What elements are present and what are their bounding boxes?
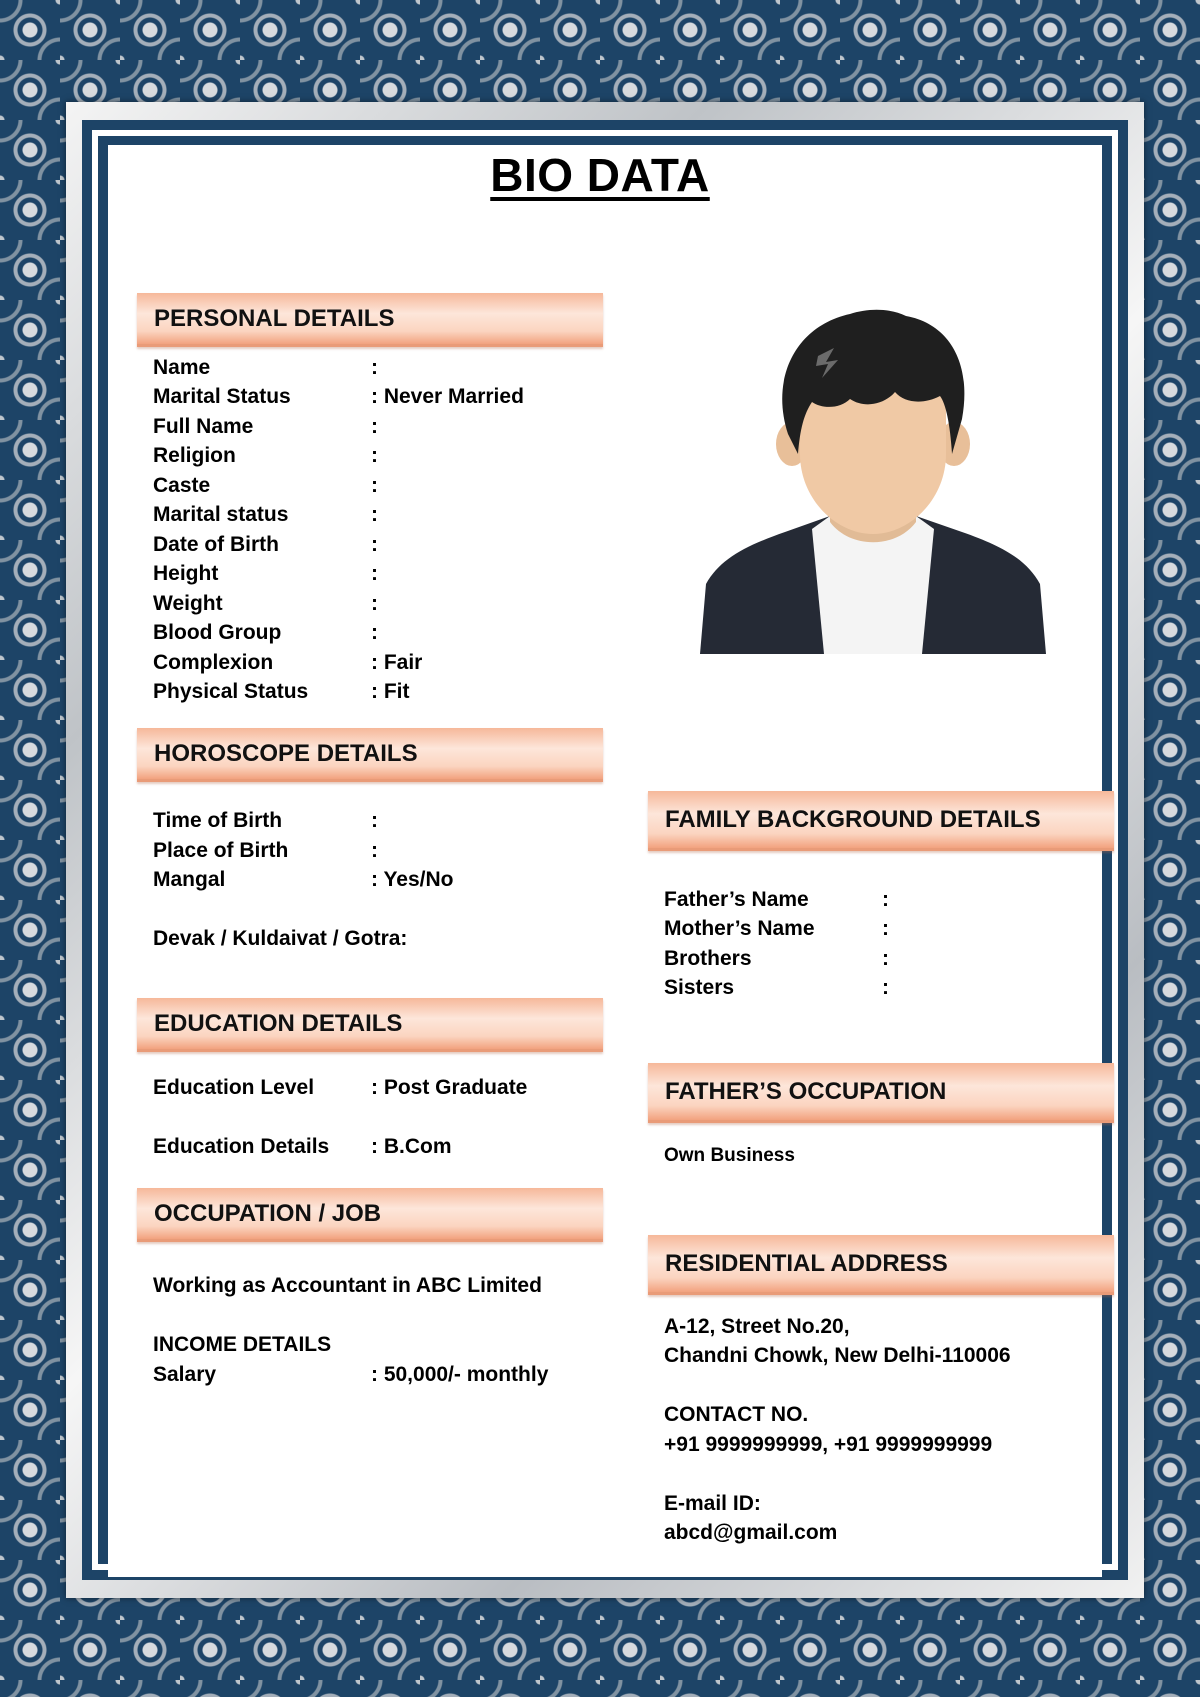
row-label: Education Details xyxy=(153,1135,330,1158)
income-details-heading: INCOME DETAILS xyxy=(153,1333,332,1356)
row-label: Mangal xyxy=(153,868,226,891)
row-value: : xyxy=(371,533,378,556)
personal-details-header: PERSONAL DETAILS xyxy=(137,293,603,347)
family-background-header: FAMILY BACKGROUND DETAILS xyxy=(648,791,1114,851)
row-value: : Never Married xyxy=(371,385,524,408)
row-label: Height xyxy=(153,562,219,585)
row-value: : xyxy=(371,474,378,497)
row-value: : Yes/No xyxy=(371,868,454,891)
row-label: Blood Group xyxy=(153,621,282,644)
row-value: : xyxy=(882,917,889,940)
row-value: : xyxy=(882,947,889,970)
row-value: : xyxy=(371,562,378,585)
row-label: Father’s Name xyxy=(664,888,809,911)
row-value: : Post Graduate xyxy=(371,1076,528,1099)
father-occupation-header: FATHER’S OCCUPATION xyxy=(648,1063,1114,1123)
father-occupation-text: Own Business xyxy=(664,1145,795,1166)
row-label: Name xyxy=(153,356,211,379)
row-label: Religion xyxy=(153,444,236,467)
row-value: : Fit xyxy=(371,680,410,703)
residential-address-header: RESIDENTIAL ADDRESS xyxy=(648,1235,1114,1295)
page-title: BIO DATA xyxy=(490,149,710,201)
contact-heading: CONTACT NO. xyxy=(664,1403,809,1426)
row-label: Complexion xyxy=(153,651,274,674)
row-label: Weight xyxy=(153,592,223,615)
row-value: : xyxy=(371,839,378,862)
row-label: Full Name xyxy=(153,415,254,438)
row-label: Time of Birth xyxy=(153,809,283,832)
row-label: Brothers xyxy=(664,947,752,970)
row-label: Marital status xyxy=(153,503,289,526)
row-label: Physical Status xyxy=(153,680,309,703)
horoscope-details-header: HOROSCOPE DETAILS xyxy=(137,728,603,782)
row-label: Caste xyxy=(153,474,211,497)
row-value: : xyxy=(371,809,378,832)
salary-value: : 50,000/- monthly xyxy=(371,1363,549,1386)
email-address: abcd@gmail.com xyxy=(664,1521,838,1544)
row-label: Place of Birth xyxy=(153,839,289,862)
profile-avatar-icon xyxy=(700,304,1046,654)
address-line-1: A-12, Street No.20, xyxy=(664,1315,850,1338)
job-description: Working as Accountant in ABC Limited xyxy=(153,1274,542,1297)
contact-numbers: +91 9999999999, +91 9999999999 xyxy=(664,1433,993,1456)
row-value: : xyxy=(371,621,378,644)
gotra-label: Devak / Kuldaivat / Gotra: xyxy=(153,927,408,950)
row-value: : xyxy=(882,976,889,999)
occupation-job-header: OCCUPATION / JOB xyxy=(137,1188,603,1242)
row-value: : xyxy=(371,356,378,379)
row-value: : B.Com xyxy=(371,1135,452,1158)
row-value: : xyxy=(371,444,378,467)
email-heading: E-mail ID: xyxy=(664,1492,761,1515)
row-label: Sisters xyxy=(664,976,735,999)
row-value: : xyxy=(882,888,889,911)
row-label: Marital Status xyxy=(153,385,291,408)
row-value: : xyxy=(371,415,378,438)
salary-label: Salary xyxy=(153,1363,217,1386)
row-value: : xyxy=(371,503,378,526)
education-details-header: EDUCATION DETAILS xyxy=(137,998,603,1052)
address-line-2: Chandni Chowk, New Delhi-110006 xyxy=(664,1344,1011,1367)
row-label: Date of Birth xyxy=(153,533,279,556)
row-label: Mother’s Name xyxy=(664,917,815,940)
row-label: Education Level xyxy=(153,1076,315,1099)
row-value: : Fair xyxy=(371,651,423,674)
row-value: : xyxy=(371,592,378,615)
